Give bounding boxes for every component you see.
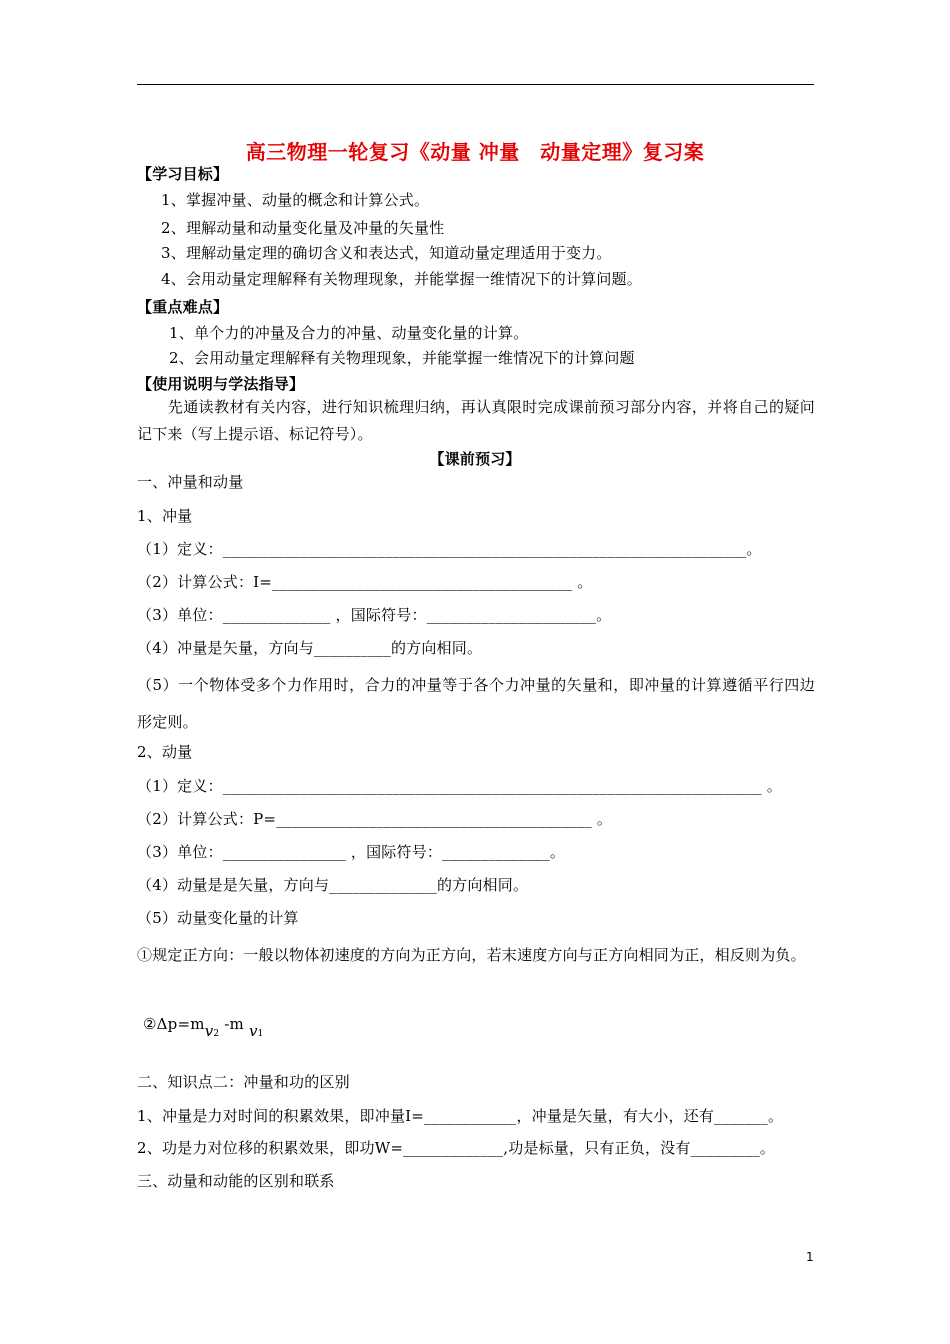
section-2-heading: 二、知识点二：冲量和功的区别 xyxy=(137,1073,350,1091)
momentum-change-formula xyxy=(143,1014,264,1040)
momentum-heading: 2、动量 xyxy=(137,743,193,761)
momentum-direction: （4）动量是是矢量，方向与______________的方向相同。 xyxy=(137,876,529,894)
section-1-heading: 一、冲量和动量 xyxy=(137,473,244,491)
impulse-heading: 1、冲量 xyxy=(137,507,193,525)
formula-prefix: ②Δp=m xyxy=(143,1015,205,1033)
goal-item-2: 2、理解动量和动量变化量及冲量的矢量性 xyxy=(161,219,445,237)
page-number: 1 xyxy=(806,1250,814,1264)
keypoint-item-1: 1、单个力的冲量及合力的冲量、动量变化量的计算。 xyxy=(169,324,529,342)
goal-item-1: 1、掌握冲量、动量的概念和计算公式。 xyxy=(161,191,430,209)
goal-item-4: 4、会用动量定理解释有关物理现象，并能掌握一维情况下的计算问题。 xyxy=(161,270,642,288)
document-title: 高三物理一轮复习《动量 冲量 动量定理》复习案 xyxy=(245,140,705,164)
momentum-change-rule: ①规定正方向：一般以物体初速度的方向为正方向，若末速度方向与正方向相同为正，相反则为负。 xyxy=(137,946,806,964)
momentum-formula: （2）计算公式：P=_________________________________________ 。 xyxy=(137,810,613,828)
velocity-v2: v2 xyxy=(204,1022,220,1040)
impulse-unit: （3）单位：______________ ，国际符号：______________________。 xyxy=(137,606,612,624)
impulse-definition: （1）定义：____________________________________________________________________。 xyxy=(137,540,762,558)
section-2-item-2: 2、功是力对位移的积累效果，即功W=_____________,功是标量，只有正负，没有_________。 xyxy=(137,1139,776,1157)
momentum-definition: （1）定义：______________________________________________________________________ 。 xyxy=(137,777,782,795)
momentum-unit: （3）单位：________________ ，国际符号：______________。 xyxy=(137,843,566,861)
formula-mid: -m xyxy=(219,1015,249,1033)
preview-heading: 【课前预习】 xyxy=(429,450,521,468)
keypoint-item-2: 2、会用动量定理解释有关物理现象，并能掌握一维情况下的计算问题 xyxy=(169,349,635,367)
velocity-v1: v1 xyxy=(248,1022,264,1040)
goals-heading: 【学习目标】 xyxy=(137,165,229,183)
keypoints-heading: 【重点难点】 xyxy=(137,298,229,316)
momentum-change-heading: （5）动量变化量的计算 xyxy=(137,909,299,927)
usage-heading: 【使用说明与学法指导】 xyxy=(137,375,305,393)
impulse-direction: （4）冲量是矢量，方向与__________的方向相同。 xyxy=(137,639,483,657)
usage-text: 先通读教材有关内容，进行知识梳理归纳，再认真限时完成课前预习部分内容，并将自己的疑问记下来（写上提示语、标记符号）。 xyxy=(137,398,815,443)
goal-item-3: 3、理解动量定理的确切含义和表达式，知道动量定理适用于变力。 xyxy=(161,244,612,262)
section-2-item-1: 1、冲量是力对时间的积累效果，即冲量I=____________，冲量是矢量，有大小，还有_______。 xyxy=(137,1107,784,1125)
header-rule xyxy=(137,84,814,85)
impulse-formula: （2）计算公式：I=_______________________________________ 。 xyxy=(137,573,593,591)
section-3-heading: 三、动量和动能的区别和联系 xyxy=(137,1172,335,1190)
impulse-note: （5）一个物体受多个力作用时，合力的冲量等于各个力冲量的矢量和，即冲量的计算遵循平行四边形定则。 xyxy=(137,676,815,731)
